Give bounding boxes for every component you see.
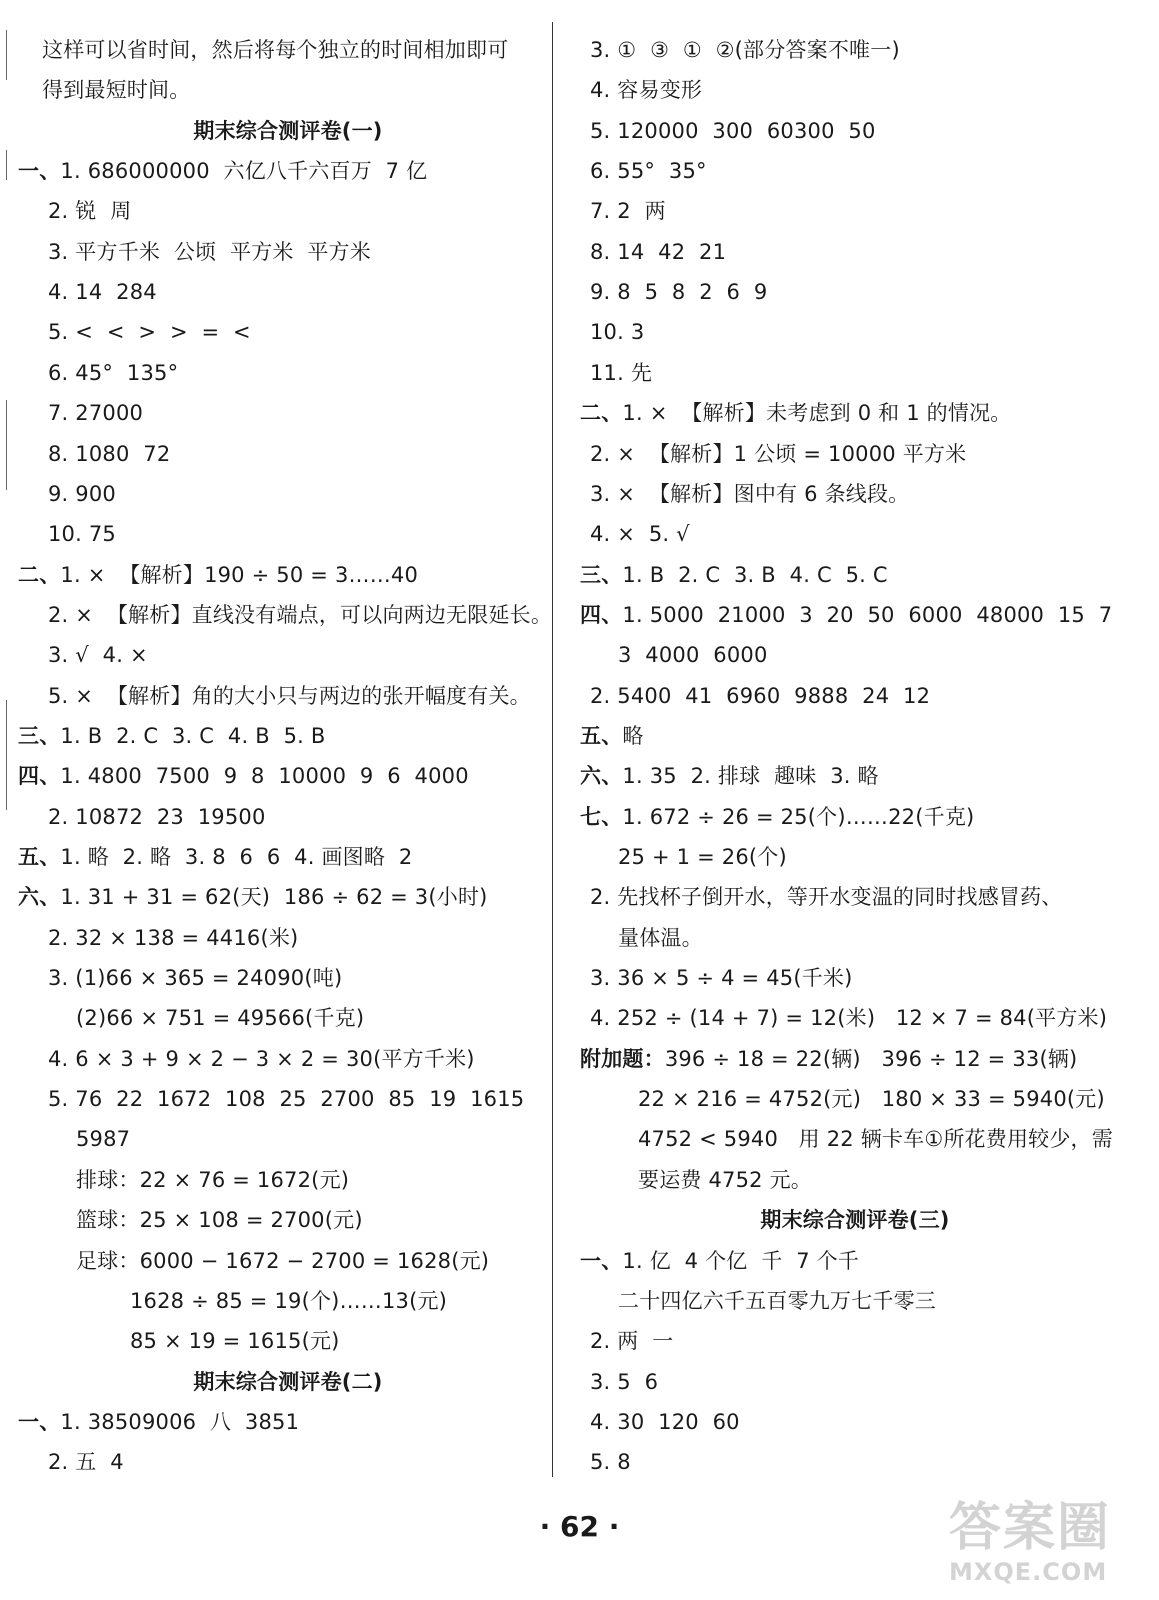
question-group-label: 二、: [580, 401, 623, 426]
answer-line: [48, 474, 116, 514]
answer-line: [590, 514, 690, 554]
question-group-label: 二、: [18, 562, 61, 587]
answer-line: [48, 353, 178, 393]
answer-text: 7. 2 两: [590, 199, 666, 224]
answer-text: 2. 先找杯子倒开水，等开水变温的同时找感冒药、: [590, 885, 1063, 910]
answer-text: 2. × 【解析】直线没有端点，可以向两边无限延长。: [48, 602, 553, 627]
answer-text: 篮球：25 × 108 = 2700(元): [76, 1208, 363, 1233]
answer-line: [76, 1160, 349, 1200]
answer-text: 10. 3: [590, 320, 645, 345]
answer-line: [48, 918, 298, 958]
answer-text: 1. 35 2. 排球 趣味 3. 略: [622, 764, 879, 789]
answer-text: 1. 686000000 六亿八千六百万 7 亿: [60, 159, 428, 184]
answer-line: [48, 393, 143, 433]
answer-text: 4. 14 284: [48, 280, 157, 305]
answer-line: [618, 635, 768, 675]
answer-text: 2. 5400 41 6960 9888 24 12: [590, 683, 931, 708]
answer-text: 二十四亿六千五百零九万七千零三: [618, 1288, 936, 1313]
answer-line: [590, 1442, 631, 1482]
answer-line: [48, 312, 251, 352]
answer-line: [590, 1362, 658, 1402]
answer-line: [590, 1402, 740, 1442]
answer-text: 8. 14 42 21: [590, 239, 727, 264]
answer-text: 1. 略 2. 略 3. 8 6 6 4. 画图略 2: [60, 845, 413, 869]
answer-text: 1. 38509006 八 3851: [60, 1409, 300, 1434]
answer-text: 6. 45° 135°: [48, 360, 179, 385]
answer-line: [42, 30, 508, 70]
answer-line: [590, 353, 652, 393]
answer-text: 22 × 216 = 4752(元) 180 × 33 = 5940(元): [638, 1087, 1105, 1112]
answer-text: 7. 27000: [48, 401, 144, 426]
answer-line: [580, 716, 644, 756]
answer-text: 1. 亿 4 个亿 千 7 个千: [622, 1248, 860, 1273]
answer-text: 得到最短时间。: [42, 78, 191, 103]
answer-line: [580, 595, 1112, 635]
answer-line: [580, 1241, 859, 1281]
answer-text: 2. 32 × 138 = 4416(米): [48, 925, 299, 950]
answer-line: [48, 595, 552, 635]
answer-text: 10. 75: [48, 522, 116, 547]
answer-text: 5987: [76, 1127, 131, 1152]
page-edge-mark: [6, 30, 7, 80]
question-group-label: 四、: [18, 764, 61, 789]
answer-text: 85 × 19 = 1615(元): [130, 1329, 340, 1354]
answer-line: [48, 272, 157, 312]
answer-line: [130, 1321, 340, 1361]
answer-line: [590, 191, 666, 231]
answer-text: 5. 120000 300 60300 50: [590, 118, 876, 143]
answer-text: 2. 五 4: [48, 1450, 124, 1475]
answer-text: 396 ÷ 18 = 22(辆) 396 ÷ 12 = 33(辆): [664, 1046, 1078, 1071]
answer-text: 2. 10872 23 19500: [48, 804, 266, 829]
answer-text: 4. 30 120 60: [590, 1409, 740, 1434]
watermark-logo: 答案圈: [949, 1498, 1112, 1558]
answer-text: 8. 1080 72: [48, 441, 171, 466]
watermark: [949, 1497, 1129, 1592]
answer-line: [590, 877, 1063, 917]
answer-line: [590, 151, 707, 191]
answer-text: 足球：6000 − 1672 − 2700 = 1628(元): [76, 1248, 490, 1273]
answer-line: [130, 1281, 447, 1321]
answer-line: [590, 70, 702, 110]
answer-line: [590, 434, 966, 474]
answer-line: [590, 30, 900, 70]
answer-text: 4752 < 5940 用 22 辆卡车①所花费用较少，需: [638, 1127, 1113, 1152]
answer-line: [18, 837, 412, 877]
answer-text: 1. 31 + 31 = 62(天) 186 ÷ 62 = 3(小时): [60, 885, 488, 910]
page-edge-mark: [6, 700, 7, 810]
answer-line: [18, 555, 418, 595]
answer-text: 这样可以省时间，然后将每个独立的时间相加即可: [42, 38, 509, 62]
answer-line: [590, 474, 909, 514]
answer-line: [590, 232, 726, 272]
answer-line: [590, 272, 767, 312]
answer-text: 6. 55° 35°: [590, 159, 707, 184]
answer-line: [48, 797, 266, 837]
answer-text: 1. B 2. C 3. B 4. C 5. C: [622, 562, 888, 587]
question-group-label: 一、: [18, 159, 61, 184]
answer-line: [618, 1281, 936, 1321]
page-number: · 62 ·: [539, 1510, 620, 1543]
answer-text: 3. 5 6: [590, 1369, 659, 1394]
answer-line: [48, 1442, 124, 1482]
answer-text: 2. × 【解析】1 公顷 = 10000 平方米: [590, 441, 967, 466]
section-title: 期末综合测评卷(二): [193, 1369, 383, 1394]
question-group-label: 附加题：: [580, 1046, 665, 1071]
answer-line: [18, 1402, 299, 1442]
answer-text: 5. 8: [590, 1450, 631, 1475]
question-group-label: 三、: [18, 723, 61, 748]
answer-text: 3. ① ③ ① ②(部分答案不唯一): [590, 38, 900, 62]
answer-text: 1628 ÷ 85 = 19(个)……13(元): [130, 1288, 448, 1313]
answer-line: [618, 837, 787, 877]
answer-text: 3. 36 × 5 ÷ 4 = 45(千米): [590, 966, 853, 991]
question-group-label: 三、: [580, 562, 623, 587]
answer-line: [48, 958, 342, 998]
answer-text: 1. 5000 21000 3 20 50 6000 48000 15 7: [622, 602, 1113, 627]
answer-line: [590, 958, 853, 998]
question-group-label: 五、: [580, 723, 623, 748]
answer-line: [42, 70, 190, 110]
answer-line: [590, 111, 876, 151]
answer-line: [638, 1160, 812, 1200]
answer-text: 量体温。: [618, 925, 703, 950]
answer-text: 5. < < > > = <: [48, 320, 251, 345]
answer-text: 3 4000 6000: [618, 643, 768, 668]
question-group-label: 四、: [580, 602, 623, 627]
answer-text: 3. √ 4. ×: [48, 643, 148, 668]
answer-line: [18, 716, 326, 756]
question-group-label: 一、: [580, 1248, 623, 1273]
answer-line: [18, 877, 488, 917]
column-divider: [552, 22, 553, 1477]
answer-line: [590, 676, 930, 716]
answer-text: 11. 先: [590, 360, 653, 385]
section-title: 期末综合测评卷(三): [760, 1208, 950, 1233]
answer-text: 1. × 【解析】未考虑到 0 和 1 的情况。: [622, 401, 1012, 426]
answer-text: 1. B 2. C 3. C 4. B 5. B: [60, 723, 326, 748]
answer-line: [76, 1241, 489, 1281]
answer-line: [48, 676, 531, 716]
answer-text: 要运费 4752 元。: [638, 1167, 812, 1192]
answer-line: [580, 797, 974, 837]
answer-line: [18, 151, 427, 191]
answer-text: 3. × 【解析】图中有 6 条线段。: [590, 481, 910, 506]
answer-line: [48, 1079, 524, 1119]
page-edge-mark: [6, 400, 7, 490]
question-group-label: 七、: [580, 804, 623, 829]
answer-text: 1. 672 ÷ 26 = 25(个)……22(千克): [622, 804, 975, 829]
answer-text: 5. × 【解析】角的大小只与两边的张开幅度有关。: [48, 683, 531, 708]
answer-text: 4. 容易变形: [590, 78, 703, 103]
answer-line: [48, 514, 116, 554]
answer-text: 4. × 5. √: [590, 522, 690, 547]
question-group-label: 五、: [18, 845, 61, 869]
answer-text: 9. 900: [48, 481, 116, 506]
question-group-label: 六、: [580, 764, 623, 789]
answer-text: 9. 8 5 8 2 6 9: [590, 280, 768, 305]
answer-line: [48, 434, 170, 474]
answer-text: 1. × 【解析】190 ÷ 50 = 3……40: [60, 562, 419, 587]
answer-text: 4. 252 ÷ (14 + 7) = 12(米) 12 × 7 = 84(平方米): [590, 1006, 1108, 1031]
answer-line: [48, 1039, 475, 1079]
answer-line: [580, 393, 1012, 433]
answer-line: [590, 998, 1107, 1038]
answer-line: [638, 1119, 1113, 1159]
answer-text: 3. 平方千米 公顷 平方米 平方米: [48, 239, 371, 264]
answer-text: 25 + 1 = 26(个): [618, 845, 787, 869]
question-group-label: 一、: [18, 1409, 61, 1434]
answer-line: [580, 756, 879, 796]
answer-text: 2. 锐 周: [48, 199, 132, 224]
answer-text: 略: [622, 723, 644, 748]
page-edge-mark: [6, 150, 7, 180]
answer-line: [618, 918, 703, 958]
answer-line: [18, 756, 469, 796]
answer-line: [590, 1321, 673, 1361]
answer-line: [76, 1200, 363, 1240]
question-group-label: 六、: [18, 885, 61, 910]
answer-line: [580, 1039, 1077, 1079]
answer-line: [76, 1119, 130, 1159]
answer-line: [580, 555, 888, 595]
answer-line: [590, 312, 644, 352]
answer-text: 3. (1)66 × 365 = 24090(吨): [48, 966, 343, 991]
answer-line: [638, 1079, 1105, 1119]
answer-text: 2. 两 一: [590, 1329, 674, 1354]
answer-text: (2)66 × 751 = 49566(千克): [76, 1006, 365, 1031]
answer-text: 4. 6 × 3 + 9 × 2 − 3 × 2 = 30(平方千米): [48, 1046, 475, 1071]
answer-text: 5. 76 22 1672 108 25 2700 85 19 1615: [48, 1087, 525, 1112]
answer-line: [48, 191, 131, 231]
answer-line: [48, 635, 148, 675]
answer-text: 排球：22 × 76 = 1672(元): [76, 1167, 350, 1192]
answer-line: [48, 232, 371, 272]
section-title: 期末综合测评卷(一): [193, 118, 383, 143]
answer-text: 1. 4800 7500 9 8 10000 9 6 4000: [60, 764, 469, 789]
watermark-site: MXQE.COM: [949, 1558, 1108, 1586]
answer-line: [76, 998, 364, 1038]
